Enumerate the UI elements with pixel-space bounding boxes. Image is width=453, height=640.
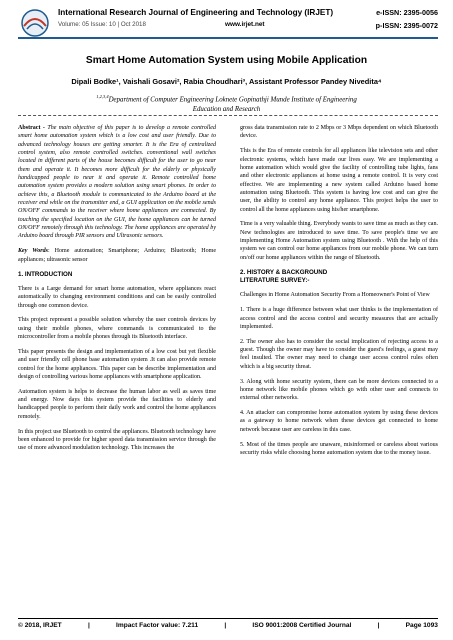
footer-iso: ISO 9001:2008 Certified Journal [252, 622, 352, 629]
section-heading-introduction: 1. INTRODUCTION [18, 270, 73, 278]
paper-title: Smart Home Automation System using Mobile Application [85, 55, 368, 66]
footer-divider [18, 618, 438, 619]
paragraph: Automation system is helps to decrease the human labor as well as saves time and energy. Now days this system provide the facilities to elderly and handicapped people to perform their daily work and control the home appliances remotely. [18, 388, 216, 420]
abstract [18, 124, 216, 241]
p-issn: p-ISSN: 2395-0072 [375, 21, 438, 30]
paragraph: 2. The owner also has to consider the social implication of rejecting access to a guest. Though the owner may have to consider the guest's feelings, a guest may feel insulted. The owner may need to change user access control rules often which is a big security threat. [240, 338, 438, 370]
keywords-label: Key Words [18, 248, 48, 255]
page-footer [18, 618, 438, 629]
header-divider [18, 37, 438, 39]
keywords [18, 247, 216, 264]
paragraph: 3. Along with home security system, there can be more devices connected to a home network like mobile phones which go with other user and connects to external other networks. [240, 378, 438, 402]
paragraph: gross data transmission rate to 2 Mbps or 3 Mbps dependent on which Bluetooth device. [240, 125, 438, 140]
affiliation-line-2: Education and Research [192, 105, 261, 113]
footer-copyright: © 2018, IRJET [18, 622, 62, 629]
affiliation-line-1: Department of Computer Engineering Loknete Gopinathji Munde Institute of Engineering [108, 96, 357, 104]
footer-separator: | [377, 622, 380, 629]
journal-url[interactable]: www.irjet.net [225, 21, 265, 28]
paragraph: Challenges in Home Automation Security From a Homeowner's Point of View [240, 292, 430, 299]
paragraph: In this project use Bluetooth to control the appliances. Bluetooth technology have been enhanced to provide for higher speed data transmission service through the use of more advanced modulation technology. This increases the [18, 428, 216, 452]
paragraph: 4. An attacker can compromise home automation system by using these devices as a gateway to home network when these devices get connected to home network because user are careless in this case. [240, 410, 438, 433]
abstract-text: The main objective of this paper is to develop a remote controlled smart home automation system which is a low cost and user friendly. Due to advanced technology houses are getting smarter. It is the Era of centralized control system, also remote controlled switches. conventional wall switches located in different parts of the house becomes difficult for the user to go near them and operate it. It becomes more difficult for the elderly or physically handicapped people to near it and operate it. Remote controlled home automation system provides a modern solution using smart phones. In order to achieve this, a Bluetooth module is communicated to the Arduino board at the receiver end while on the transmitter end, a GUI application on the mobile sends ON/OFF commands to the receiver where home appliances are connected. By touching the specified location on the GUI, the home appliances can be turned ON/OFF remotely through this technology. The home appliances are operated by Arduino board through PIR sensors and Ultrasonic sensors. [18, 125, 216, 240]
affiliation-sup: 1,2,3,4 [96, 94, 109, 99]
footer-page-number: Page 1093 [405, 622, 438, 629]
volume-issue: Volume: 05 Issue: 10 | Oct 2018 [58, 21, 146, 28]
section-heading-history: 2. HISTORY & BACKGROUND [240, 268, 328, 276]
e-issn: e-ISSN: 2395-0056 [376, 8, 438, 17]
journal-title: International Research Journal of Engineering and Technology (IRJET) [58, 8, 334, 17]
left-column [18, 124, 216, 459]
keywords-text: : Home automation; Smartphone; Arduino; Bluetooth; Home appliances; ultrasonic sensor [18, 248, 216, 263]
affiliation [0, 92, 453, 114]
abstract-label: Abstract - [18, 125, 45, 131]
paragraph: This paper presents the design and implementation of a low cost but yet flexible and user friendly cell phone base automation system .It can also provide remote control for the home appliances. This paper can be describe implementation and design of controlling various home appliances with smartphone application. [18, 348, 216, 380]
dashed-divider [18, 115, 438, 116]
paragraph: 1. There is a huge difference between what user thinks is the implementation of access control and the access control and security measures that are actually implemented. [240, 307, 438, 330]
paragraph: 5. Most of the times people are unaware, misinformed or careless about various security risks while choosing home automation system due to the money issue. [240, 441, 438, 456]
paragraph: Time is a very valuable thing. Everybody wants to save time as much as they can. New technologies are introduced to save time. To save people's time we are implementing Home Automation system using Bluetooth . With the help of this system we can control our home appliances from our mobile phone. We can turn on/off our home appliances within the range of Bluetooth. [240, 221, 438, 261]
section-heading-literature-survey: LITERATURE SURVEY:- [240, 277, 310, 284]
footer-separator: | [87, 622, 90, 629]
author-list: Dipali Bodke¹, Vaishali Gosavi², Rabia Choudhari³, Assistant Professor Pandey Nivedita⁴ [71, 77, 382, 86]
paragraph: This project represent a possible solution whereby the user controls devices by using their mobile phones, where commands is communicated to the microcontroller from a mobile phones through its Bluetooth interface. [18, 317, 216, 341]
paragraph: There is a Large demand for smart home automation, where appliances react automatically to changing environment conditions and can be easily controlled through one common device. [18, 285, 216, 309]
footer-separator: | [224, 622, 227, 629]
paragraph: This is the Era of remote controls for all appliances like television sets and other electronic systems, which have made our lives easy. We are implementing a home automation which would give the facility of controlling tube lights, fans and other electronic appliances at home using a remote control. It is very cost effective. We are implementing a new system called Arduino based home automation using Bluetooth. This system is having low cost and can give the user, the ability to control any home appliance. This project helps the user to control all the home appliances using his/her smartphone. [240, 148, 438, 213]
irjet-logo-icon [18, 8, 52, 38]
journal-header [18, 7, 438, 51]
footer-impact-factor: Impact Factor value: 7.211 [116, 622, 199, 629]
right-column [240, 124, 438, 464]
